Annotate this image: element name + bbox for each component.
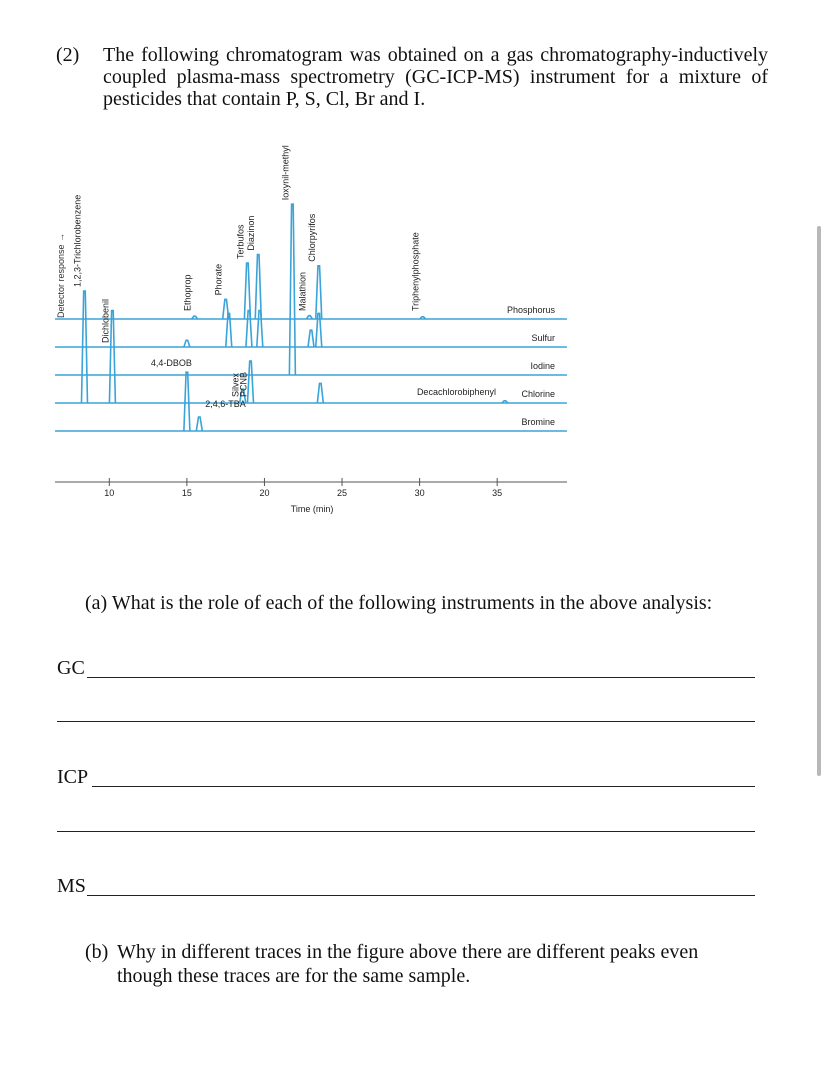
icp-label: ICP <box>57 766 89 788</box>
ms-answer-line-1 <box>87 895 755 896</box>
x-tick-label-15: 15 <box>181 488 192 498</box>
peak-phosphorus-5 <box>316 266 322 319</box>
scrollbar[interactable] <box>817 226 821 776</box>
x-tick-label-25: 25 <box>337 488 348 498</box>
peak-label-triphenylphosphate: Triphenylphosphate <box>410 232 421 311</box>
ms-label: MS <box>57 875 86 897</box>
x-tick-label-35: 35 <box>492 488 503 498</box>
peak-label-dichlobenil: Dichlobenil <box>100 298 111 343</box>
peak-label-2-4-6-tba: 2,4,6-TBA <box>205 399 246 409</box>
x-axis-label: Time (min) <box>290 504 334 514</box>
trace-label-bromine: Bromine <box>521 417 555 427</box>
gc-label: GC <box>57 657 85 679</box>
question-number: (2) <box>56 44 80 66</box>
trace-label-chlorine: Chlorine <box>521 389 555 399</box>
peak-sulfur-0 <box>184 340 190 347</box>
peak-label-silvex: Silvex <box>230 372 241 397</box>
peak-sulfur-4 <box>308 330 314 347</box>
peak-chlorine-4 <box>317 383 323 403</box>
trace-label-sulfur: Sulfur <box>531 333 555 343</box>
gc-answer-line-2 <box>57 721 755 722</box>
y-axis-label: Detector response → <box>56 232 66 318</box>
x-tick-label-30: 30 <box>414 488 425 498</box>
peak-label-ethoprop: Ethoprop <box>182 274 193 311</box>
peak-label-1-2-3-trichlorobenzene: 1,2,3-Trichlorobenzene <box>72 194 83 287</box>
part-b-text: Why in different traces in the figure above there are different peaks even though these traces are for the same sample. <box>117 941 699 987</box>
trace-label-phosphorus: Phosphorus <box>506 305 555 315</box>
question-text: The following chromatogram was obtained on a gas chromatography-inductively coupled plasma-mass spectrometry (GC-ICP-MS) instrument for a mixture of pesticides that contain P, S, Cl, Br and I. <box>103 44 768 110</box>
x-tick-label-20: 20 <box>259 488 270 498</box>
peak-label-phorate: Phorate <box>213 263 224 296</box>
peak-label-decachlorobiphenyl: Decachlorobiphenyl <box>416 386 497 397</box>
peak-label-4-4-dbob: 4,4-DBOB <box>150 358 192 369</box>
part-a-prompt: (a) What is the role of each of the following instruments in the above analysis: <box>85 592 713 614</box>
peak-label-pcnb: PCNB <box>238 371 249 397</box>
peak-phosphorus-3 <box>255 255 261 319</box>
peak-label-chlorpyrifos: Chlorpyrifos <box>306 213 317 262</box>
trace-label-iodine: Iodine <box>530 361 555 371</box>
icp-answer-line-2 <box>57 831 755 832</box>
trace-phosphorus <box>55 255 567 319</box>
gc-answer-line-1 <box>87 677 755 678</box>
peak-label-malathion: Malathion <box>297 271 308 311</box>
part-b-label: (b) <box>85 941 109 963</box>
part-b <box>85 940 725 988</box>
icp-answer-line-1 <box>92 786 755 787</box>
peak-bromine-1 <box>196 417 202 431</box>
peak-bromine-0 <box>184 372 190 431</box>
trace-bromine <box>55 372 567 431</box>
peak-label-terbufos: Terbufos <box>235 224 246 259</box>
peak-iodine-0 <box>289 204 295 375</box>
peak-label-ioxynil-methyl: Ioxynil-methyl <box>280 145 291 201</box>
peak-label-diazinon: Diazinon <box>246 215 257 251</box>
x-tick-label-10: 10 <box>104 488 115 498</box>
